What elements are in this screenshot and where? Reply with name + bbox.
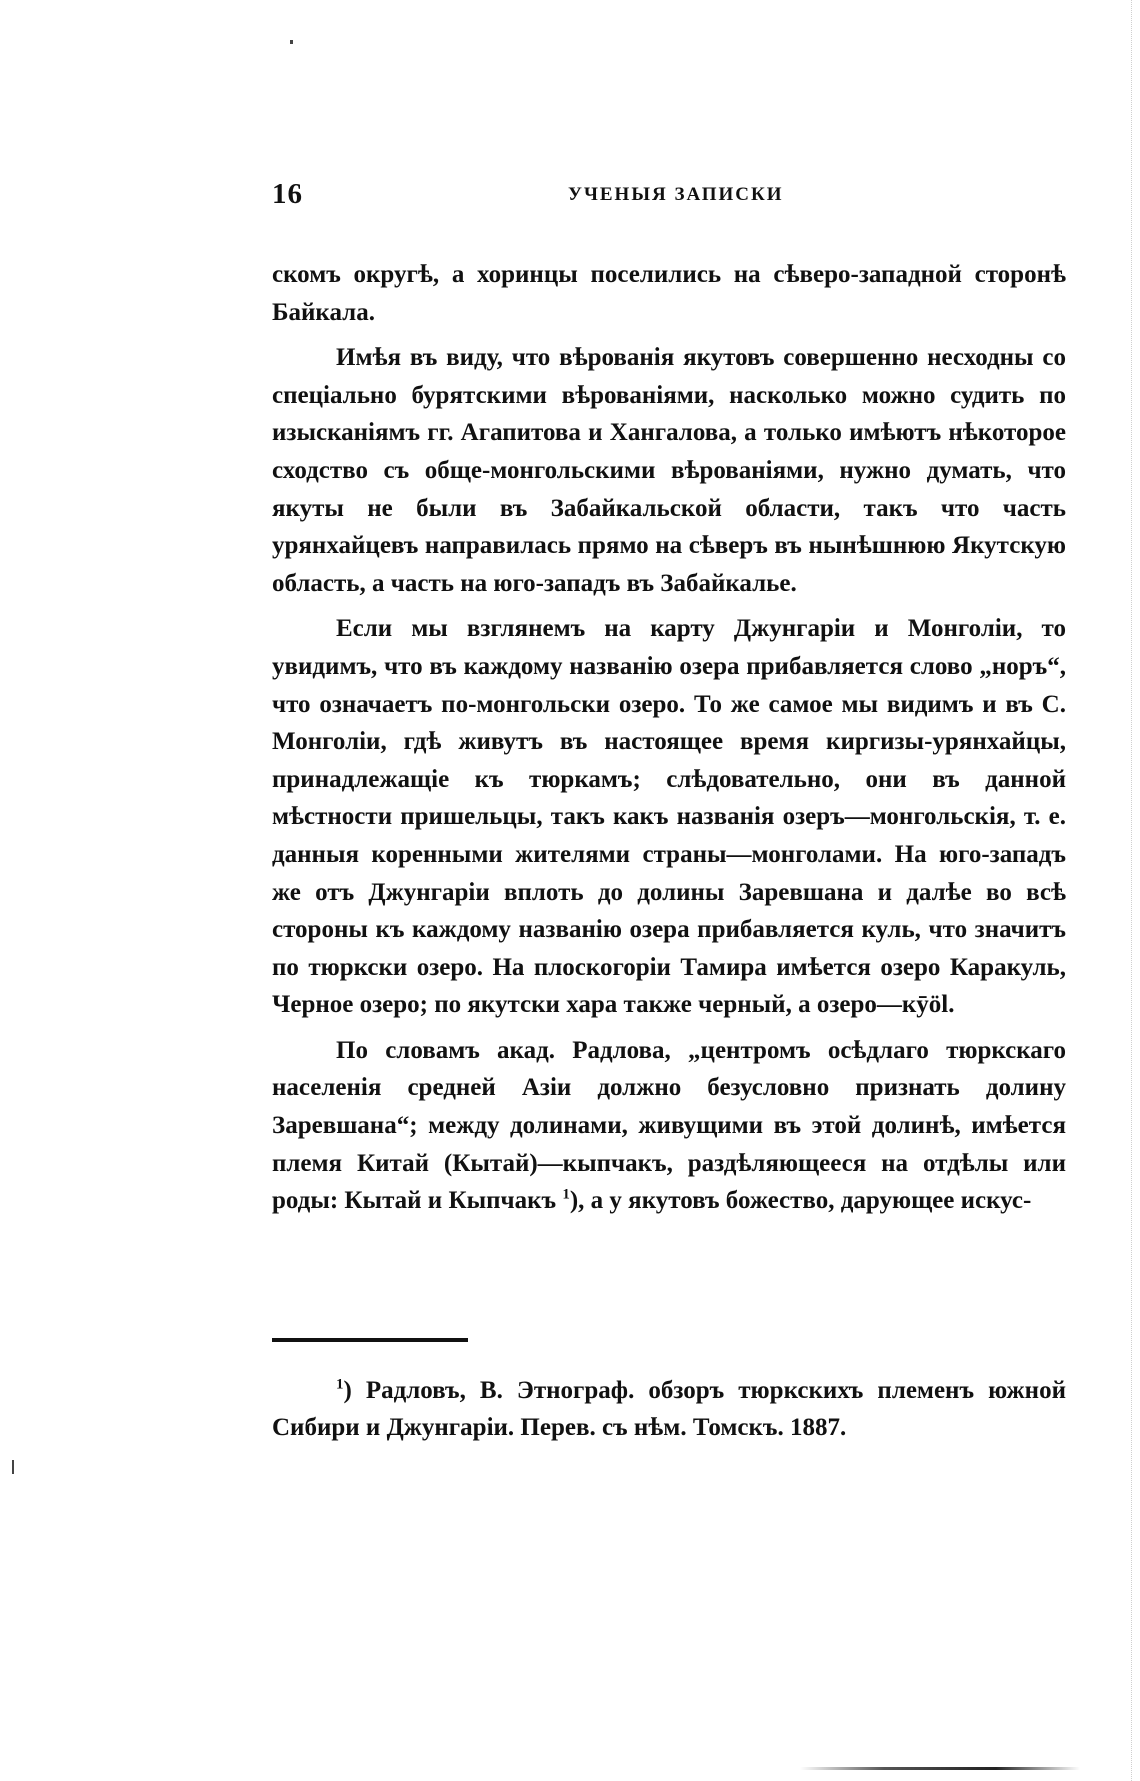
paragraph-4 [272, 1032, 1066, 1220]
scan-margin-line [1130, 0, 1132, 1781]
footnote-text: ) Радловъ, В. Этнограф. обзоръ тюркскихъ племенъ южной Сибири и Джунгаріи. Перев. съ нѣм. Томскъ. 1887. [272, 1377, 1066, 1441]
paragraph-1: скомъ округѣ, а хоринцы поселились на сѣверо-западной сторонѣ Байкала. [272, 261, 1066, 326]
footnote [272, 1372, 1066, 1446]
page-number: 16 [272, 178, 303, 210]
scan-smudge [800, 1767, 1080, 1770]
footnote-reference[interactable]: 1 [562, 1186, 570, 1203]
running-head [272, 178, 1072, 218]
body-text [272, 256, 1066, 1228]
paragraph-4-tail: ), а у якутовъ божество, дарующее искус- [569, 1187, 1032, 1215]
paragraph-4-text: По словамъ акад. Радлова, „центромъ осѣдлаго тюркскаго населенія средней Азіи должно безусловно признать долину Заревшана“; между долинами, живущими въ этой долинѣ, имѣется племя Китай (Кытай)—кыпчакъ, раздѣляющееся на отдѣлы или роды: Кытай и Кыпчакъ [272, 1036, 1066, 1215]
scan-speck [12, 1460, 14, 1474]
paragraph-2: Имѣя въ виду, что вѣрованія якутовъ совершенно несходны со спеціально бурятскими вѣрованіями, насколько можно судить по изысканіямъ гг. Агапитова и Хангалова, а только имѣютъ нѣкоторое сходство съ обще-монгольскими вѣрованіями, нужно думать, что якуты не были въ Забайкальской области, такъ что часть урянхайцевъ направилась прямо на сѣверъ въ нынѣшнюю Якутскую область, а часть на юго-западъ въ Забайкалье. [272, 344, 1066, 597]
running-title: УЧЕНЫЯ ЗАПИСКИ [568, 184, 784, 205]
footnote-marker: 1 [336, 1376, 344, 1393]
footnote-divider [272, 1338, 468, 1342]
scan-speck [290, 40, 293, 44]
paragraph-3: Если мы взглянемъ на карту Джунгаріи и Монголіи, то увидимъ, что въ каждому названію озера прибавляется слово „норъ“, что означаетъ по-монгольски озеро. То же самое мы видимъ и въ С. Монголіи, гдѣ живутъ въ настоящее время киргизы-урянхайцы, принадлежащіе къ тюркамъ; слѣдовательно, они въ данной мѣстности пришельцы, такъ какъ названія озеръ—монгольскія, т. е. данныя коренными жителями страны—монголами. На юго-западъ же отъ Джунгаріи вплоть до долины Заревшана и далѣе во всѣ стороны къ каждому названію озера прибавляется куль, что значитъ по тюркски озеро. На плоскогоріи Тамира имѣется озеро Каракуль, Черное озеро; по якутски хара также черный, а озеро—кӯӧl. [272, 615, 1066, 1019]
